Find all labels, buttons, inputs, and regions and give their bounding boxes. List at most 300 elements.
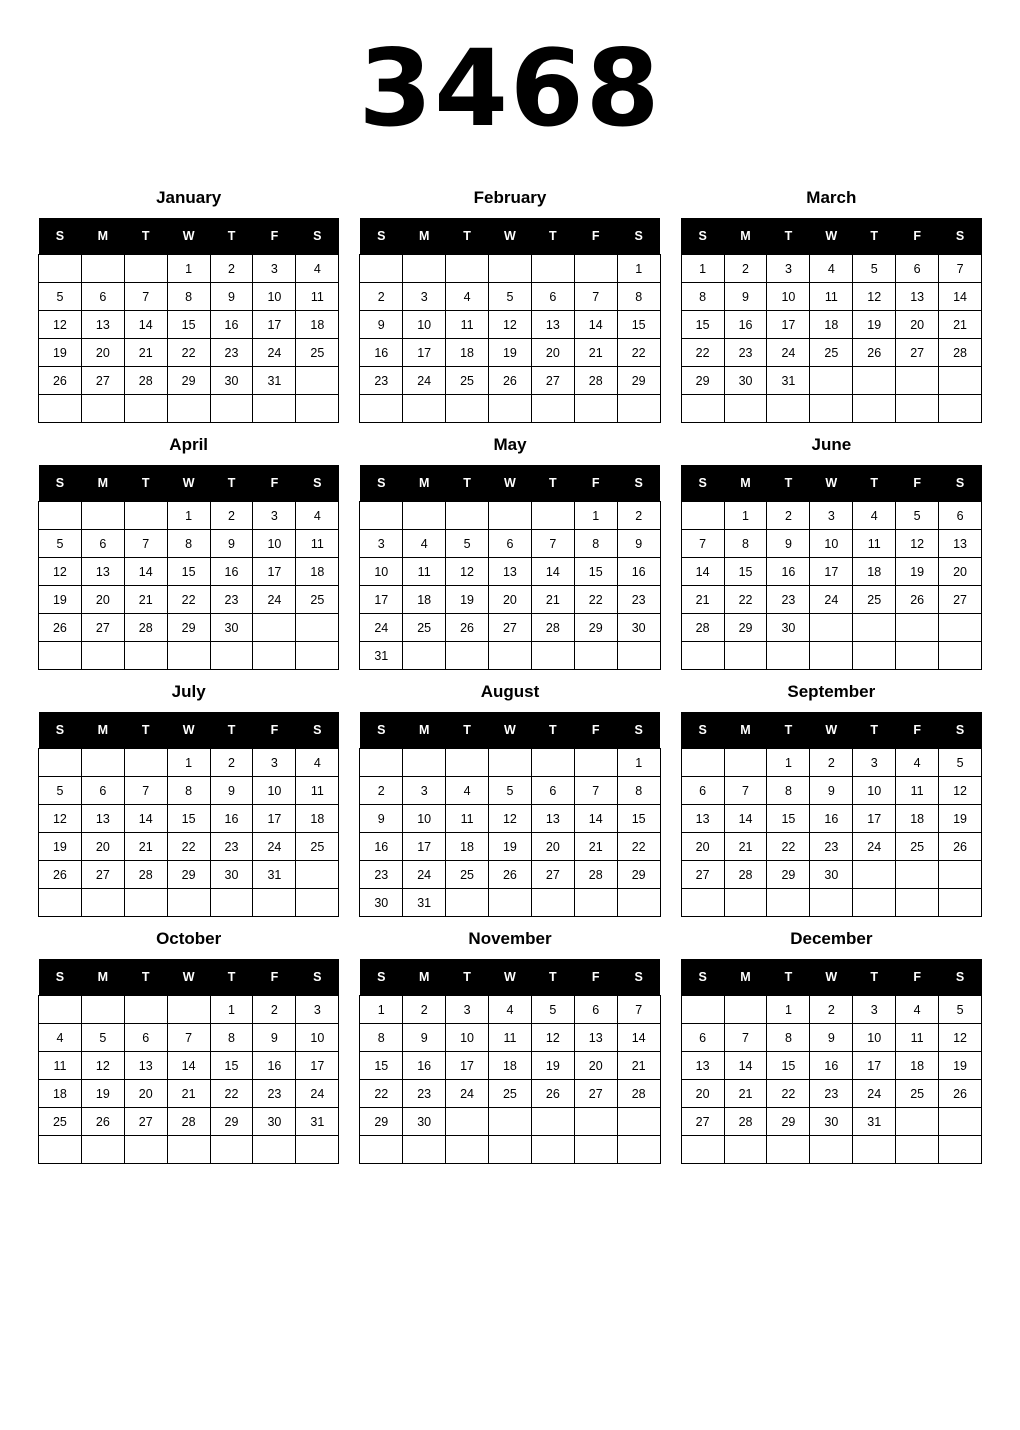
day-cell[interactable]: 10	[403, 805, 446, 833]
day-cell[interactable]: 16	[210, 805, 253, 833]
day-cell[interactable]: 1	[360, 996, 403, 1024]
day-cell[interactable]: 10	[253, 283, 296, 311]
day-cell[interactable]: 25	[896, 1080, 939, 1108]
day-cell[interactable]: 17	[296, 1052, 339, 1080]
day-cell[interactable]: 21	[724, 1080, 767, 1108]
day-cell[interactable]: 5	[39, 777, 82, 805]
day-cell[interactable]: 8	[574, 530, 617, 558]
day-cell[interactable]: 17	[253, 558, 296, 586]
day-cell[interactable]: 21	[531, 586, 574, 614]
day-cell[interactable]: 26	[489, 861, 532, 889]
day-cell[interactable]: 6	[81, 283, 124, 311]
day-cell[interactable]: 25	[296, 339, 339, 367]
day-cell[interactable]: 1	[617, 749, 660, 777]
day-cell[interactable]: 5	[81, 1024, 124, 1052]
day-cell[interactable]: 8	[167, 283, 210, 311]
day-cell[interactable]: 8	[767, 777, 810, 805]
day-cell[interactable]: 21	[124, 339, 167, 367]
day-cell[interactable]: 4	[446, 283, 489, 311]
day-cell[interactable]: 20	[124, 1080, 167, 1108]
day-cell[interactable]: 3	[853, 749, 896, 777]
day-cell[interactable]: 11	[896, 1024, 939, 1052]
day-cell[interactable]: 3	[446, 996, 489, 1024]
day-cell[interactable]: 24	[853, 1080, 896, 1108]
day-cell[interactable]: 1	[167, 749, 210, 777]
day-cell[interactable]: 16	[210, 558, 253, 586]
day-cell[interactable]: 24	[360, 614, 403, 642]
day-cell[interactable]: 16	[210, 311, 253, 339]
day-cell[interactable]: 29	[167, 367, 210, 395]
day-cell[interactable]: 9	[767, 530, 810, 558]
day-cell[interactable]: 23	[810, 1080, 853, 1108]
day-cell[interactable]: 8	[724, 530, 767, 558]
day-cell[interactable]: 8	[617, 283, 660, 311]
day-cell[interactable]: 13	[574, 1024, 617, 1052]
day-cell[interactable]: 21	[939, 311, 982, 339]
day-cell[interactable]: 26	[853, 339, 896, 367]
day-cell[interactable]: 23	[360, 861, 403, 889]
day-cell[interactable]: 9	[810, 1024, 853, 1052]
day-cell[interactable]: 26	[896, 586, 939, 614]
day-cell[interactable]: 2	[403, 996, 446, 1024]
day-cell[interactable]: 1	[617, 255, 660, 283]
day-cell[interactable]: 20	[531, 339, 574, 367]
day-cell[interactable]: 27	[681, 861, 724, 889]
day-cell[interactable]: 26	[489, 367, 532, 395]
day-cell[interactable]: 7	[939, 255, 982, 283]
day-cell[interactable]: 30	[810, 861, 853, 889]
day-cell[interactable]: 29	[767, 1108, 810, 1136]
day-cell[interactable]: 18	[810, 311, 853, 339]
day-cell[interactable]: 15	[681, 311, 724, 339]
day-cell[interactable]: 1	[681, 255, 724, 283]
day-cell[interactable]: 24	[853, 833, 896, 861]
day-cell[interactable]: 3	[253, 255, 296, 283]
day-cell[interactable]: 15	[574, 558, 617, 586]
day-cell[interactable]: 27	[81, 367, 124, 395]
day-cell[interactable]: 25	[446, 367, 489, 395]
day-cell[interactable]: 29	[767, 861, 810, 889]
day-cell[interactable]: 18	[896, 1052, 939, 1080]
day-cell[interactable]: 10	[296, 1024, 339, 1052]
day-cell[interactable]: 22	[617, 833, 660, 861]
day-cell[interactable]: 27	[681, 1108, 724, 1136]
day-cell[interactable]: 25	[446, 861, 489, 889]
day-cell[interactable]: 13	[124, 1052, 167, 1080]
day-cell[interactable]: 14	[617, 1024, 660, 1052]
day-cell[interactable]: 1	[167, 502, 210, 530]
day-cell[interactable]: 31	[253, 367, 296, 395]
day-cell[interactable]: 29	[574, 614, 617, 642]
day-cell[interactable]: 12	[853, 283, 896, 311]
day-cell[interactable]: 21	[617, 1052, 660, 1080]
day-cell[interactable]: 18	[489, 1052, 532, 1080]
day-cell[interactable]: 17	[403, 339, 446, 367]
day-cell[interactable]: 4	[896, 996, 939, 1024]
day-cell[interactable]: 6	[939, 502, 982, 530]
day-cell[interactable]: 5	[939, 749, 982, 777]
day-cell[interactable]: 1	[767, 996, 810, 1024]
day-cell[interactable]: 18	[853, 558, 896, 586]
day-cell[interactable]: 7	[724, 777, 767, 805]
day-cell[interactable]: 1	[167, 255, 210, 283]
day-cell[interactable]: 7	[574, 777, 617, 805]
day-cell[interactable]: 4	[403, 530, 446, 558]
day-cell[interactable]: 15	[210, 1052, 253, 1080]
day-cell[interactable]: 19	[39, 586, 82, 614]
day-cell[interactable]: 6	[896, 255, 939, 283]
day-cell[interactable]: 31	[253, 861, 296, 889]
day-cell[interactable]: 17	[446, 1052, 489, 1080]
day-cell[interactable]: 28	[124, 367, 167, 395]
day-cell[interactable]: 28	[124, 614, 167, 642]
day-cell[interactable]: 2	[253, 996, 296, 1024]
day-cell[interactable]: 10	[253, 530, 296, 558]
day-cell[interactable]: 25	[810, 339, 853, 367]
day-cell[interactable]: 9	[810, 777, 853, 805]
day-cell[interactable]: 22	[767, 833, 810, 861]
day-cell[interactable]: 27	[81, 861, 124, 889]
day-cell[interactable]: 28	[574, 861, 617, 889]
day-cell[interactable]: 16	[617, 558, 660, 586]
day-cell[interactable]: 18	[446, 339, 489, 367]
day-cell[interactable]: 26	[939, 833, 982, 861]
day-cell[interactable]: 14	[124, 558, 167, 586]
day-cell[interactable]: 7	[124, 777, 167, 805]
day-cell[interactable]: 22	[574, 586, 617, 614]
day-cell[interactable]: 7	[167, 1024, 210, 1052]
day-cell[interactable]: 29	[617, 367, 660, 395]
day-cell[interactable]: 28	[574, 367, 617, 395]
day-cell[interactable]: 30	[210, 861, 253, 889]
day-cell[interactable]: 24	[403, 861, 446, 889]
day-cell[interactable]: 30	[210, 367, 253, 395]
day-cell[interactable]: 23	[210, 339, 253, 367]
day-cell[interactable]: 7	[531, 530, 574, 558]
day-cell[interactable]: 19	[939, 805, 982, 833]
day-cell[interactable]: 16	[767, 558, 810, 586]
day-cell[interactable]: 14	[724, 805, 767, 833]
day-cell[interactable]: 24	[403, 367, 446, 395]
day-cell[interactable]: 5	[939, 996, 982, 1024]
day-cell[interactable]: 30	[767, 614, 810, 642]
day-cell[interactable]: 13	[681, 1052, 724, 1080]
day-cell[interactable]: 7	[617, 996, 660, 1024]
day-cell[interactable]: 8	[360, 1024, 403, 1052]
day-cell[interactable]: 28	[124, 861, 167, 889]
day-cell[interactable]: 24	[253, 586, 296, 614]
day-cell[interactable]: 16	[360, 339, 403, 367]
day-cell[interactable]: 9	[253, 1024, 296, 1052]
day-cell[interactable]: 1	[574, 502, 617, 530]
day-cell[interactable]: 5	[489, 777, 532, 805]
day-cell[interactable]: 1	[767, 749, 810, 777]
day-cell[interactable]: 24	[296, 1080, 339, 1108]
day-cell[interactable]: 9	[210, 530, 253, 558]
day-cell[interactable]: 5	[531, 996, 574, 1024]
day-cell[interactable]: 7	[681, 530, 724, 558]
day-cell[interactable]: 28	[681, 614, 724, 642]
day-cell[interactable]: 2	[360, 283, 403, 311]
day-cell[interactable]: 20	[81, 833, 124, 861]
day-cell[interactable]: 16	[810, 1052, 853, 1080]
day-cell[interactable]: 22	[210, 1080, 253, 1108]
day-cell[interactable]: 10	[767, 283, 810, 311]
day-cell[interactable]: 27	[531, 861, 574, 889]
day-cell[interactable]: 30	[810, 1108, 853, 1136]
day-cell[interactable]: 28	[939, 339, 982, 367]
day-cell[interactable]: 17	[810, 558, 853, 586]
day-cell[interactable]: 20	[81, 586, 124, 614]
day-cell[interactable]: 12	[939, 1024, 982, 1052]
day-cell[interactable]: 12	[489, 805, 532, 833]
day-cell[interactable]: 19	[39, 833, 82, 861]
day-cell[interactable]: 26	[39, 614, 82, 642]
day-cell[interactable]: 14	[124, 311, 167, 339]
day-cell[interactable]: 14	[531, 558, 574, 586]
day-cell[interactable]: 10	[853, 1024, 896, 1052]
day-cell[interactable]: 21	[124, 833, 167, 861]
day-cell[interactable]: 16	[360, 833, 403, 861]
day-cell[interactable]: 20	[489, 586, 532, 614]
day-cell[interactable]: 27	[574, 1080, 617, 1108]
day-cell[interactable]: 15	[724, 558, 767, 586]
day-cell[interactable]: 13	[81, 558, 124, 586]
day-cell[interactable]: 10	[360, 558, 403, 586]
day-cell[interactable]: 7	[574, 283, 617, 311]
day-cell[interactable]: 3	[360, 530, 403, 558]
day-cell[interactable]: 1	[724, 502, 767, 530]
day-cell[interactable]: 27	[124, 1108, 167, 1136]
day-cell[interactable]: 11	[489, 1024, 532, 1052]
day-cell[interactable]: 31	[360, 642, 403, 670]
day-cell[interactable]: 22	[360, 1080, 403, 1108]
day-cell[interactable]: 29	[360, 1108, 403, 1136]
day-cell[interactable]: 26	[39, 861, 82, 889]
day-cell[interactable]: 9	[360, 805, 403, 833]
day-cell[interactable]: 3	[403, 777, 446, 805]
day-cell[interactable]: 21	[124, 586, 167, 614]
day-cell[interactable]: 13	[81, 311, 124, 339]
day-cell[interactable]: 10	[253, 777, 296, 805]
day-cell[interactable]: 25	[296, 833, 339, 861]
day-cell[interactable]: 4	[489, 996, 532, 1024]
day-cell[interactable]: 16	[403, 1052, 446, 1080]
day-cell[interactable]: 5	[489, 283, 532, 311]
day-cell[interactable]: 2	[360, 777, 403, 805]
day-cell[interactable]: 18	[296, 311, 339, 339]
day-cell[interactable]: 15	[167, 311, 210, 339]
day-cell[interactable]: 14	[574, 311, 617, 339]
day-cell[interactable]: 6	[489, 530, 532, 558]
day-cell[interactable]: 17	[403, 833, 446, 861]
day-cell[interactable]: 15	[767, 805, 810, 833]
day-cell[interactable]: 11	[853, 530, 896, 558]
day-cell[interactable]: 1	[210, 996, 253, 1024]
day-cell[interactable]: 20	[81, 339, 124, 367]
day-cell[interactable]: 21	[574, 833, 617, 861]
day-cell[interactable]: 13	[896, 283, 939, 311]
day-cell[interactable]: 26	[531, 1080, 574, 1108]
day-cell[interactable]: 25	[39, 1108, 82, 1136]
day-cell[interactable]: 29	[210, 1108, 253, 1136]
day-cell[interactable]: 28	[167, 1108, 210, 1136]
day-cell[interactable]: 27	[939, 586, 982, 614]
day-cell[interactable]: 19	[446, 586, 489, 614]
day-cell[interactable]: 10	[403, 311, 446, 339]
day-cell[interactable]: 23	[210, 586, 253, 614]
day-cell[interactable]: 14	[939, 283, 982, 311]
day-cell[interactable]: 4	[896, 749, 939, 777]
day-cell[interactable]: 2	[767, 502, 810, 530]
day-cell[interactable]: 2	[724, 255, 767, 283]
day-cell[interactable]: 2	[810, 996, 853, 1024]
day-cell[interactable]: 14	[167, 1052, 210, 1080]
day-cell[interactable]: 2	[210, 255, 253, 283]
day-cell[interactable]: 13	[489, 558, 532, 586]
day-cell[interactable]: 14	[124, 805, 167, 833]
day-cell[interactable]: 18	[296, 558, 339, 586]
day-cell[interactable]: 21	[681, 586, 724, 614]
day-cell[interactable]: 3	[767, 255, 810, 283]
day-cell[interactable]: 30	[360, 889, 403, 917]
day-cell[interactable]: 17	[253, 805, 296, 833]
day-cell[interactable]: 13	[81, 805, 124, 833]
day-cell[interactable]: 9	[210, 283, 253, 311]
day-cell[interactable]: 4	[296, 749, 339, 777]
day-cell[interactable]: 19	[853, 311, 896, 339]
day-cell[interactable]: 23	[767, 586, 810, 614]
day-cell[interactable]: 13	[681, 805, 724, 833]
day-cell[interactable]: 30	[403, 1108, 446, 1136]
day-cell[interactable]: 23	[403, 1080, 446, 1108]
day-cell[interactable]: 20	[531, 833, 574, 861]
day-cell[interactable]: 20	[681, 833, 724, 861]
day-cell[interactable]: 14	[574, 805, 617, 833]
day-cell[interactable]: 15	[617, 311, 660, 339]
day-cell[interactable]: 11	[446, 311, 489, 339]
day-cell[interactable]: 23	[810, 833, 853, 861]
day-cell[interactable]: 27	[531, 367, 574, 395]
day-cell[interactable]: 29	[167, 614, 210, 642]
day-cell[interactable]: 19	[939, 1052, 982, 1080]
day-cell[interactable]: 19	[489, 339, 532, 367]
day-cell[interactable]: 31	[853, 1108, 896, 1136]
day-cell[interactable]: 12	[531, 1024, 574, 1052]
day-cell[interactable]: 9	[403, 1024, 446, 1052]
day-cell[interactable]: 15	[767, 1052, 810, 1080]
day-cell[interactable]: 31	[403, 889, 446, 917]
day-cell[interactable]: 4	[39, 1024, 82, 1052]
day-cell[interactable]: 18	[296, 805, 339, 833]
day-cell[interactable]: 16	[253, 1052, 296, 1080]
day-cell[interactable]: 9	[360, 311, 403, 339]
day-cell[interactable]: 11	[446, 805, 489, 833]
day-cell[interactable]: 4	[810, 255, 853, 283]
day-cell[interactable]: 4	[446, 777, 489, 805]
day-cell[interactable]: 25	[296, 586, 339, 614]
day-cell[interactable]: 3	[810, 502, 853, 530]
day-cell[interactable]: 21	[724, 833, 767, 861]
day-cell[interactable]: 24	[253, 339, 296, 367]
day-cell[interactable]: 5	[896, 502, 939, 530]
day-cell[interactable]: 5	[39, 530, 82, 558]
day-cell[interactable]: 25	[489, 1080, 532, 1108]
day-cell[interactable]: 11	[403, 558, 446, 586]
day-cell[interactable]: 28	[531, 614, 574, 642]
day-cell[interactable]: 27	[81, 614, 124, 642]
day-cell[interactable]: 26	[939, 1080, 982, 1108]
day-cell[interactable]: 4	[853, 502, 896, 530]
day-cell[interactable]: 10	[853, 777, 896, 805]
day-cell[interactable]: 9	[724, 283, 767, 311]
day-cell[interactable]: 18	[403, 586, 446, 614]
day-cell[interactable]: 8	[767, 1024, 810, 1052]
day-cell[interactable]: 22	[167, 833, 210, 861]
day-cell[interactable]: 15	[617, 805, 660, 833]
day-cell[interactable]: 15	[167, 805, 210, 833]
day-cell[interactable]: 11	[296, 283, 339, 311]
day-cell[interactable]: 12	[39, 805, 82, 833]
day-cell[interactable]: 23	[253, 1080, 296, 1108]
day-cell[interactable]: 8	[167, 777, 210, 805]
day-cell[interactable]: 29	[681, 367, 724, 395]
day-cell[interactable]: 6	[81, 530, 124, 558]
day-cell[interactable]: 23	[724, 339, 767, 367]
day-cell[interactable]: 19	[489, 833, 532, 861]
day-cell[interactable]: 3	[296, 996, 339, 1024]
day-cell[interactable]: 26	[446, 614, 489, 642]
day-cell[interactable]: 2	[210, 749, 253, 777]
day-cell[interactable]: 5	[39, 283, 82, 311]
day-cell[interactable]: 16	[810, 805, 853, 833]
day-cell[interactable]: 30	[253, 1108, 296, 1136]
day-cell[interactable]: 23	[360, 367, 403, 395]
day-cell[interactable]: 24	[767, 339, 810, 367]
day-cell[interactable]: 26	[39, 367, 82, 395]
day-cell[interactable]: 5	[446, 530, 489, 558]
day-cell[interactable]: 15	[360, 1052, 403, 1080]
day-cell[interactable]: 10	[446, 1024, 489, 1052]
day-cell[interactable]: 23	[617, 586, 660, 614]
day-cell[interactable]: 21	[167, 1080, 210, 1108]
day-cell[interactable]: 22	[167, 339, 210, 367]
day-cell[interactable]: 17	[767, 311, 810, 339]
day-cell[interactable]: 8	[681, 283, 724, 311]
day-cell[interactable]: 6	[531, 283, 574, 311]
day-cell[interactable]: 25	[403, 614, 446, 642]
day-cell[interactable]: 3	[253, 749, 296, 777]
day-cell[interactable]: 9	[210, 777, 253, 805]
day-cell[interactable]: 22	[167, 586, 210, 614]
day-cell[interactable]: 20	[896, 311, 939, 339]
day-cell[interactable]: 7	[124, 530, 167, 558]
day-cell[interactable]: 8	[210, 1024, 253, 1052]
day-cell[interactable]: 24	[253, 833, 296, 861]
day-cell[interactable]: 4	[296, 255, 339, 283]
day-cell[interactable]: 22	[681, 339, 724, 367]
day-cell[interactable]: 22	[767, 1080, 810, 1108]
day-cell[interactable]: 11	[296, 777, 339, 805]
day-cell[interactable]: 12	[489, 311, 532, 339]
day-cell[interactable]: 17	[853, 1052, 896, 1080]
day-cell[interactable]: 22	[724, 586, 767, 614]
day-cell[interactable]: 19	[39, 339, 82, 367]
day-cell[interactable]: 7	[124, 283, 167, 311]
day-cell[interactable]: 16	[724, 311, 767, 339]
day-cell[interactable]: 22	[617, 339, 660, 367]
day-cell[interactable]: 14	[724, 1052, 767, 1080]
